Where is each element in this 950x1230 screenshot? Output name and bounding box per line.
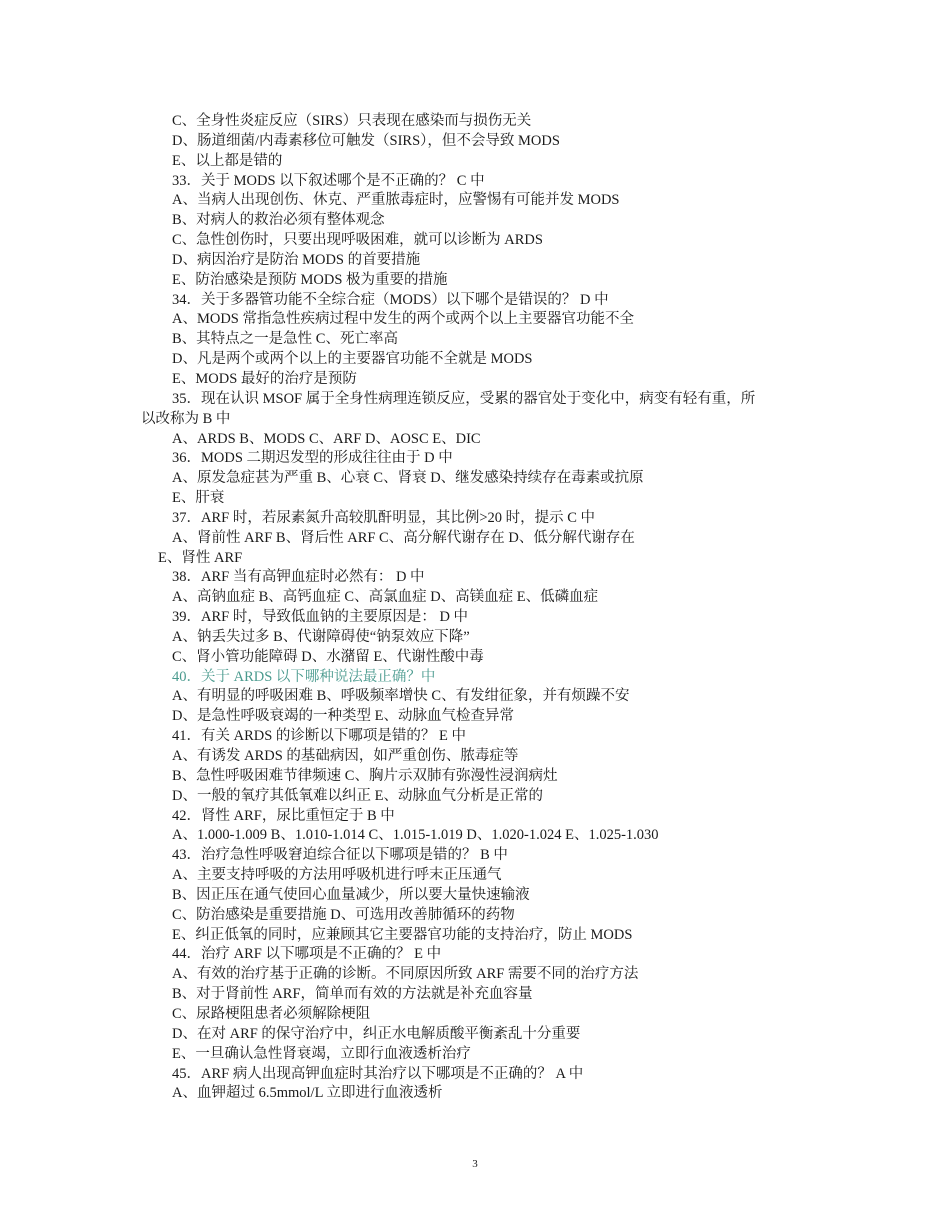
question-44: 44．治疗 ARF 以下哪项是不正确的？ E 中 xyxy=(172,946,442,963)
text-line: D、一般的氧疗其低氧难以纠正 E、动脉血气分析是正常的 xyxy=(172,787,543,804)
text-line: 以改称为 B 中 xyxy=(141,410,231,427)
question-37: 37．ARF 时，若尿素氮升高较肌酐明显，其比例>20 时，提示 C 中 xyxy=(172,509,596,526)
text-line: A、钠丢失过多 B、代谢障碍使“钠泵效应下降” xyxy=(172,628,470,645)
text-line: E、肾性 ARF xyxy=(158,549,243,566)
question-45: 45．ARF 病人出现高钾血症时其治疗以下哪项是不正确的？ A 中 xyxy=(172,1065,584,1082)
question-42: 42．肾性 ARF，尿比重恒定于 B 中 xyxy=(172,807,395,824)
text-line: B、对于肾前性 ARF，简单而有效的方法就是补充血容量 xyxy=(172,986,533,1003)
text-line: D、在对 ARF 的保守治疗中，纠正水电解质酸平衡紊乱十分重要 xyxy=(172,1025,581,1042)
text-line: B、其特点之一是急性 C、死亡率高 xyxy=(172,331,398,348)
text-line: A、肾前性 ARF B、肾后性 ARF C、高分解代谢存在 D、低分解代谢存在 xyxy=(172,529,635,546)
question-34: 34．关于多器管功能不全综合症（MODS）以下哪个是错误的？ D 中 xyxy=(172,291,609,308)
question-36: 36．MODS 二期迟发型的形成往往由于 D 中 xyxy=(172,450,453,467)
question-list xyxy=(0,112,950,1104)
text-line: D、是急性呼吸衰竭的一种类型 E、动脉血气检查异常 xyxy=(172,708,514,725)
text-line: A、MODS 常指急性疾病过程中发生的两个或两个以上主要器官功能不全 xyxy=(172,311,634,328)
text-line: E、防治感染是预防 MODS 极为重要的措施 xyxy=(172,271,448,288)
page-number: 3 xyxy=(472,1158,478,1170)
text-line: C、急性创伤时，只要出现呼吸困难，就可以诊断为 ARDS xyxy=(172,232,543,249)
text-line: C、全身性炎症反应（SIRS）只表现在感染而与损伤无关 xyxy=(172,113,532,129)
text-line: C、尿路梗阻患者必须解除梗阻 xyxy=(172,1005,371,1022)
text-line: D、肠道细菌/内毒素移位可触发（SIRS），但不会导致 MODS xyxy=(172,132,560,149)
text-line: A、1.000-1.009 B、1.010-1.014 C、1.015-1.019 D、1.020-1.024 E、1.025-1.030 xyxy=(172,827,659,844)
text-line: C、防治感染是重要措施 D、可选用改善肺循环的药物 xyxy=(172,906,515,923)
text-line: B、对病人的救治必须有整体观念 xyxy=(172,212,385,229)
text-line: A、原发急症甚为严重 B、心衰 C、肾衰 D、继发感染持续存在毒素或抗原 xyxy=(172,470,644,487)
text-line: A、ARDS B、MODS C、ARF D、AOSC E、DIC xyxy=(172,430,481,447)
question-38: 38．ARF 当有高钾血症时必然有： D 中 xyxy=(172,569,425,586)
text-line: A、高钠血症 B、高钙血症 C、高氯血症 D、高镁血症 E、低磷血症 xyxy=(172,589,599,606)
text-line: A、血钾超过 6.5mmol/L 立即进行血液透析 xyxy=(172,1085,443,1102)
text-line: D、病因治疗是防治 MODS 的首要措施 xyxy=(172,251,421,268)
question-35: 35．现在认识 MSOF 属于全身性病理连锁反应，受累的器官处于变化中，病变有轻有重，所 xyxy=(172,390,756,407)
text-line: C、肾小管功能障碍 D、水潴留 E、代谢性酸中毒 xyxy=(172,648,484,665)
text-line: E、纠正低氧的同时，应兼顾其它主要器官功能的支持治疗，防止 MODS xyxy=(172,926,633,943)
text-line: A、有明显的呼吸困难 B、呼吸频率增快 C、有发绀征象，并有烦躁不安 xyxy=(172,688,630,705)
text-line: B、因正压在通气使回心血量减少，所以要大量快速输液 xyxy=(172,886,530,903)
text-line: E、肝衰 xyxy=(172,490,225,507)
text-line: E、以上都是错的 xyxy=(172,152,283,169)
question-43: 43．治疗急性呼吸窘迫综合征以下哪项是错的？ B 中 xyxy=(172,847,508,864)
text-line: E、一旦确认急性肾衰竭，立即行血液透析治疗 xyxy=(172,1045,471,1062)
text-line: A、有诱发 ARDS 的基础病因，如严重创伤、脓毒症等 xyxy=(172,748,519,764)
question-33: 33．关于 MODS 以下叙述哪个是不正确的？ C 中 xyxy=(172,172,485,189)
question-41: 41．有关 ARDS 的诊断以下哪项是错的？ E 中 xyxy=(172,728,467,745)
question-39: 39．ARF 时，导致低血钠的主要原因是： D 中 xyxy=(172,609,469,626)
question-40: 40．关于 ARDS 以下哪种说法最正确？中 xyxy=(172,668,436,685)
text-line: A、主要支持呼吸的方法用呼吸机进行呼末正压通气 xyxy=(172,867,502,884)
text-line: A、当病人出现创伤、休克、严重脓毒症时，应警惕有可能并发 MODS xyxy=(172,192,620,209)
text-line: E、MODS 最好的治疗是预防 xyxy=(172,370,357,387)
text-line: B、急性呼吸困难节律频速 C、胸片示双肺有弥漫性浸润病灶 xyxy=(172,767,558,784)
text-line: A、有效的治疗基于正确的诊断。不同原因所致 ARF 需要不同的治疗方法 xyxy=(172,966,639,983)
text-line: D、凡是两个或两个以上的主要器官功能不全就是 MODS xyxy=(172,351,533,368)
